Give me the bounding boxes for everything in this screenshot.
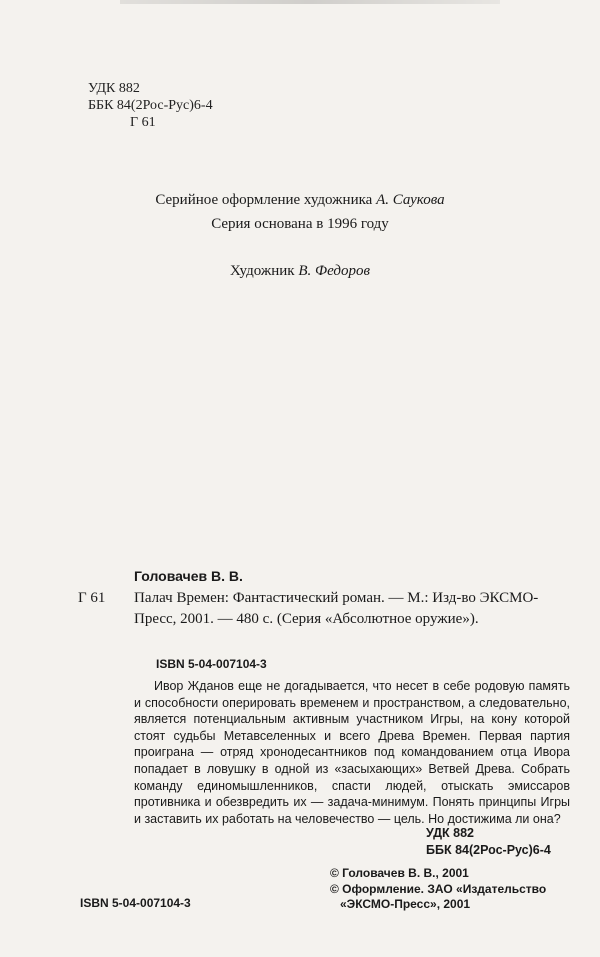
artist-prefix: Художник [230, 263, 299, 279]
series-design-name: А. Саукова [376, 192, 445, 208]
copyright-block [330, 866, 546, 913]
series-founded-line: Серия основана в 1996 году [211, 216, 389, 232]
top-udk-code: УДК 882 [88, 81, 140, 96]
bottom-bbk-code: ББК 84(2Рос-Рус)6-4 [426, 843, 551, 857]
top-author-index: Г 61 [130, 115, 156, 130]
artist-credit [0, 263, 600, 280]
bottom-udk-code: УДК 882 [426, 826, 475, 840]
isbn-line: ISBN 5-04-007104-3 [156, 657, 267, 671]
top-edge-shadow [120, 0, 500, 4]
copyright-author: © Головачев В. В., 2001 [330, 866, 469, 880]
author-index-mark: Г 61 [78, 590, 106, 606]
copyright-publisher: «ЭКСМО-Пресс», 2001 [340, 897, 471, 911]
artist-name: В. Федоров [298, 263, 370, 279]
copyright-design: © Оформление. ЗАО «Издательство [330, 881, 547, 896]
footer-isbn: ISBN 5-04-007104-3 [80, 896, 191, 910]
author-heading: Головачев В. В. [134, 568, 243, 584]
series-design-credit [0, 192, 600, 209]
annotation-text: Ивор Жданов еще не догадывается, что несет в себе родовую память и способности оперировать временем и пространством, а следовательно, является потенциальным активным участником Игры, на кону которой стоят судьбы Метавселенных и всего Древа Времен. Первая партия проиграна — отряд хронодесантников под командованием отца Ивора попадает в ловушку в одной из «засыхающих» Ветвей Древа. Собрать команду единомышленников, спасти людей, отыскать эмиссаров противника и обезвредить их — задача-минимум. Понять принципы Игры и заставить их работать на человечество — цель. Но достижима ли она? [134, 679, 570, 826]
bibliographic-description: Палач Времен: Фантастический роман. — М.: Изд-во ЭКСМО-Пресс, 2001. — 480 с. (Серия «Абсолютное оружие»). [134, 590, 539, 627]
bottom-classification-codes [426, 825, 551, 859]
top-classification-codes [88, 80, 213, 131]
top-bbk-code: ББК 84(2Рос-Рус)6-4 [88, 98, 213, 113]
series-design-prefix: Серийное оформление художника [155, 192, 377, 208]
